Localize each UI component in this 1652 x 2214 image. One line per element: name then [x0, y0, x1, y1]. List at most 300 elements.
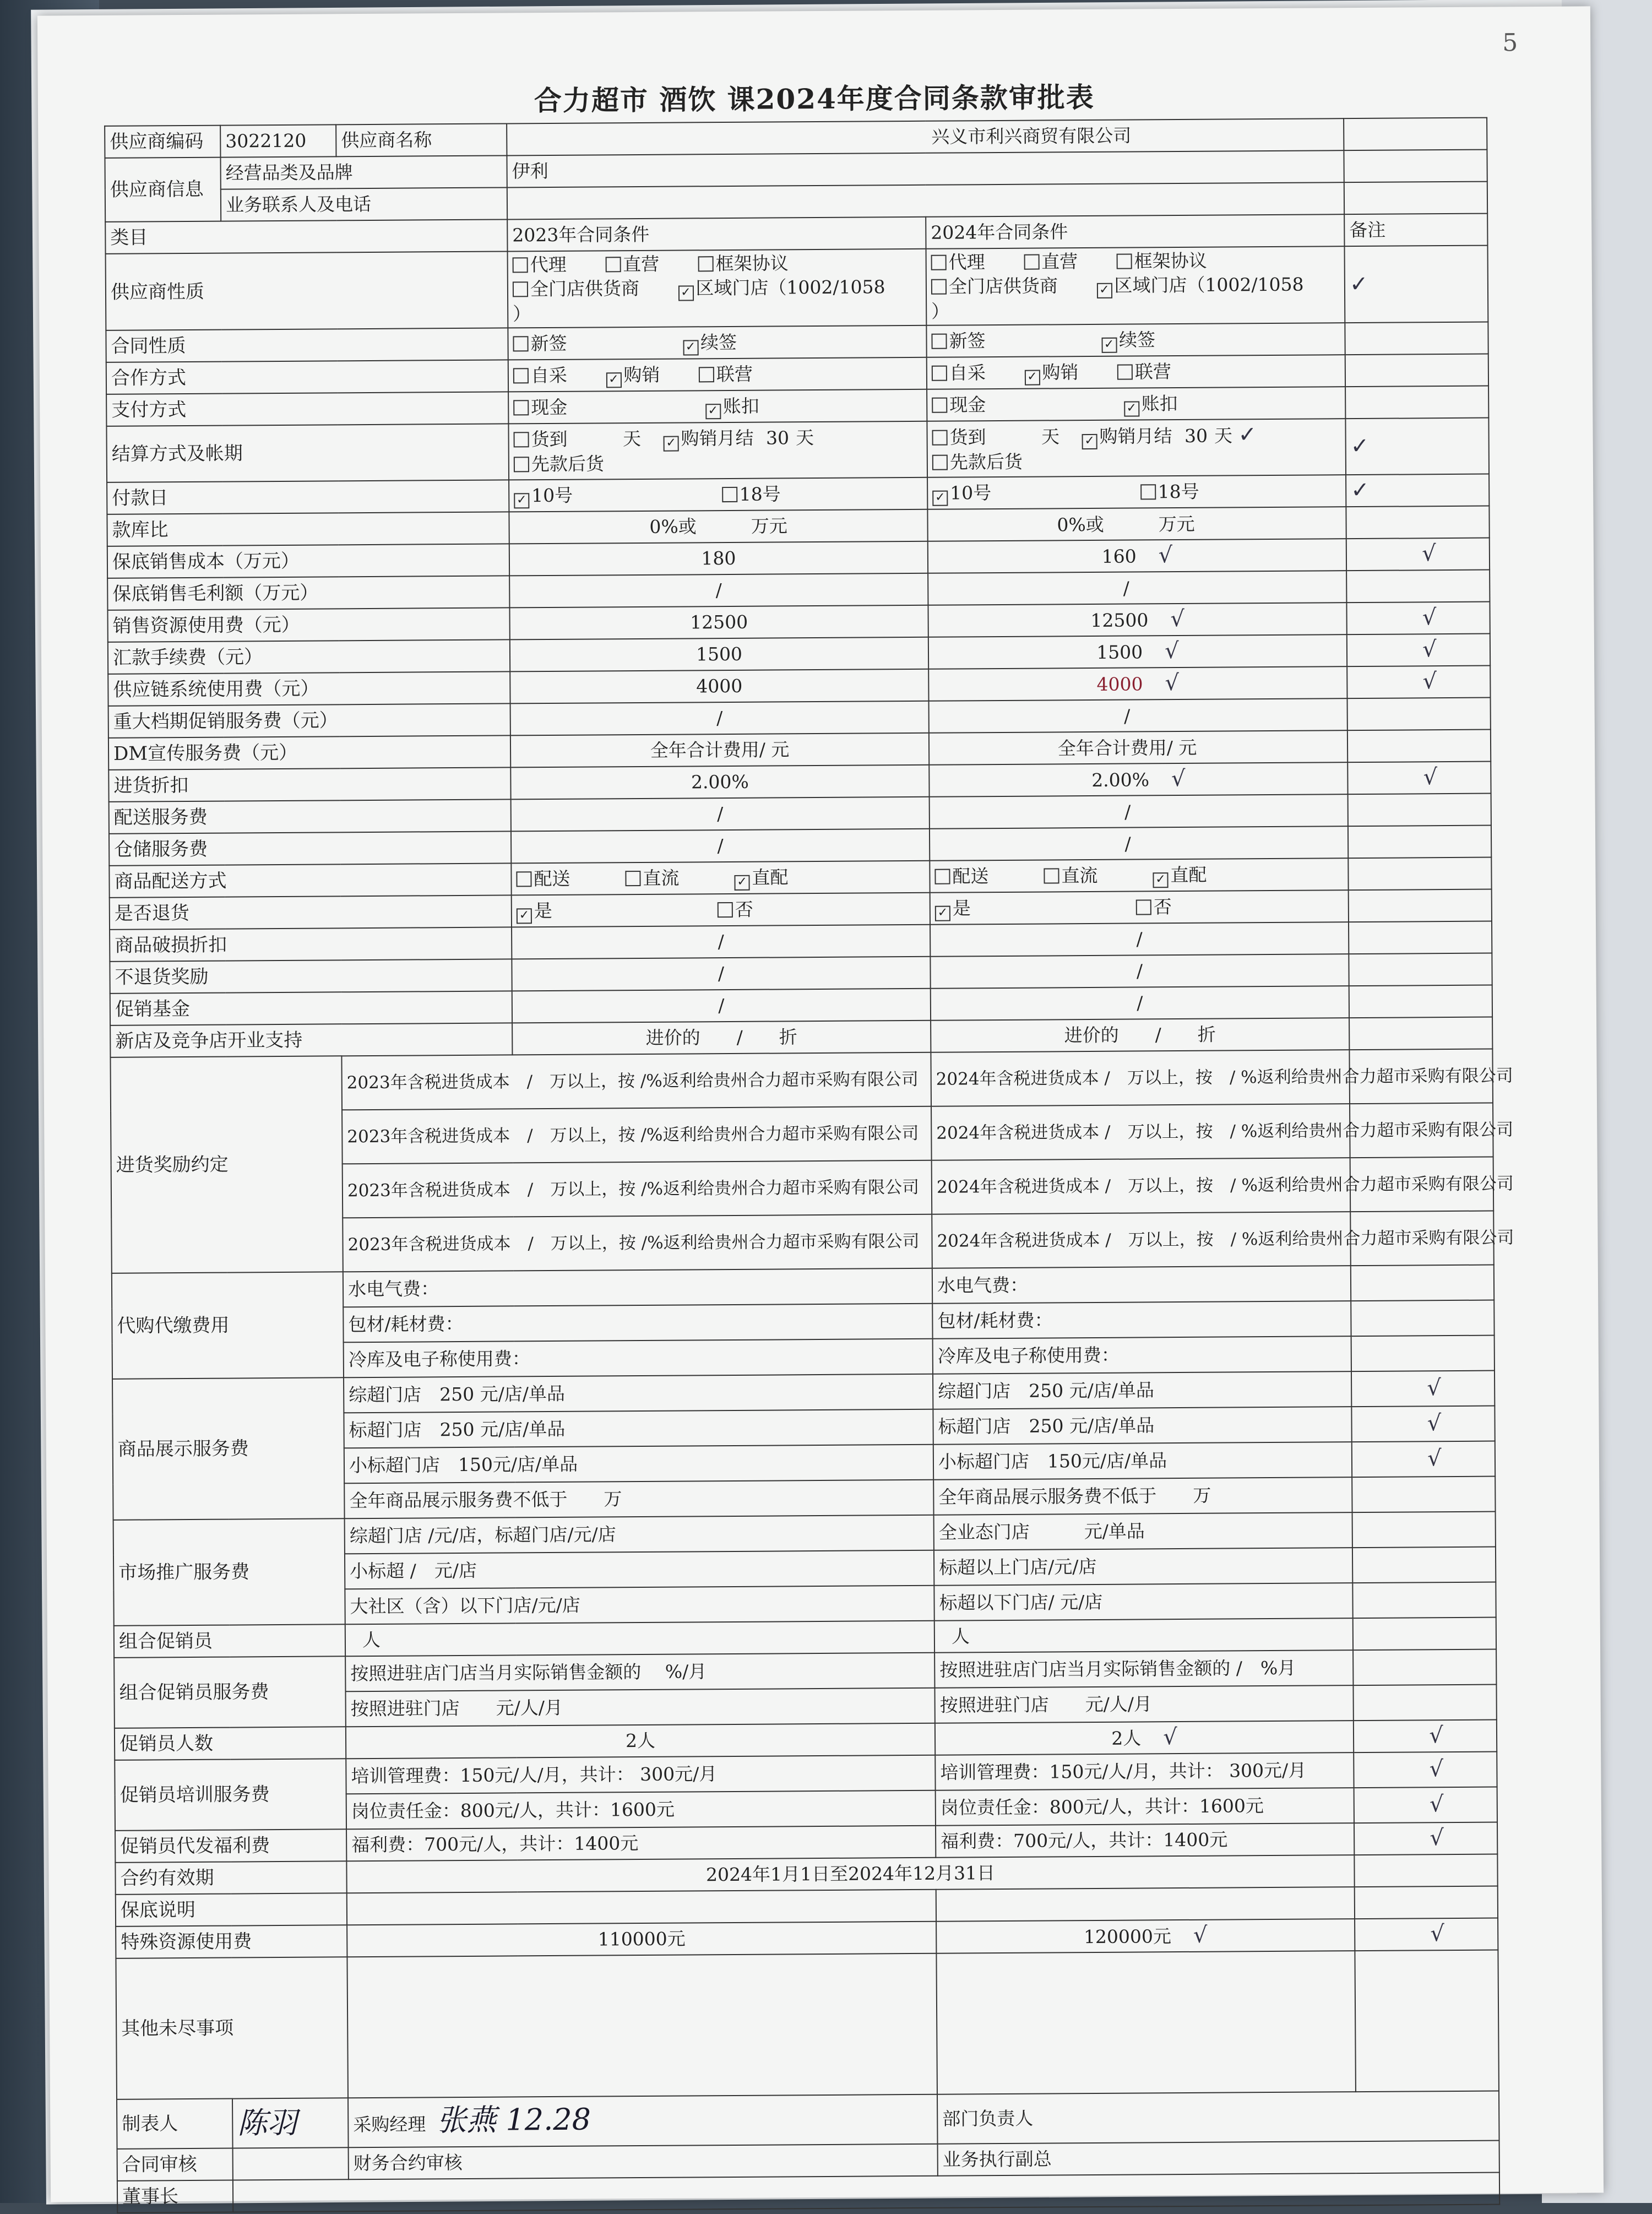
training_fee-2023: 岗位责任金：800元/人，共计：1600元 — [346, 1790, 936, 1830]
contract-nature-2024 — [926, 323, 1345, 357]
checkbox[interactable] — [1044, 868, 1059, 883]
row-label: 仓储服务费 — [109, 831, 511, 865]
checkbox-account[interactable]: ✓ — [1124, 401, 1139, 416]
option-label: 配送 — [534, 867, 570, 889]
delivery-2024 — [930, 858, 1348, 893]
empty-cell — [1345, 354, 1488, 387]
promoter_fee-2024: 按照进驻门店 元/人/月 — [934, 1685, 1353, 1723]
check-mark-icon: √ — [1422, 669, 1437, 694]
checkbox-direct[interactable] — [1024, 254, 1039, 270]
remark-cell — [1354, 1787, 1497, 1824]
option-region-tail: ） — [931, 301, 949, 322]
coop-mode-label: 合作方式 — [106, 360, 508, 394]
category-brand: 伊利 — [507, 150, 1344, 187]
empty-cell — [1348, 858, 1491, 891]
option-agent: 代理 — [530, 254, 567, 275]
option-cod: 货到 — [949, 426, 986, 448]
option-label: 配送 — [952, 865, 988, 887]
row-purchase-reward — [110, 1049, 1493, 1111]
remark-cell — [1351, 1300, 1494, 1337]
checkbox-region[interactable]: ✓ — [1096, 283, 1112, 299]
option-prepay: 先款后货 — [531, 453, 604, 475]
purchase-reward-2023: 2023年含税进货成本 / 万以上，按 /%返利给贵州合力超市采购有限公司 — [343, 1160, 932, 1218]
agency_fee-2023: 冷库及电子称使用费： — [344, 1339, 933, 1378]
marketing_fee-2024: 全业态门店 元/单品 — [934, 1512, 1352, 1550]
remark-cell — [1352, 1477, 1495, 1513]
empty-cell — [1355, 1886, 1498, 1919]
value-2024 — [929, 698, 1347, 733]
check-mark-icon: √ — [1193, 1923, 1208, 1948]
value-2023: / — [511, 797, 930, 832]
supplier-nature-2024 — [926, 246, 1345, 325]
checkbox-all-store[interactable] — [513, 281, 528, 297]
dept-head-label: 部门负责人 — [937, 2091, 1499, 2144]
option-18: 18号 — [740, 483, 781, 504]
row-label: 重大档期促销服务费（元） — [108, 703, 510, 737]
remark-cell — [1346, 506, 1489, 539]
checkbox-18[interactable] — [1140, 484, 1156, 500]
value-2023: 1500 — [510, 637, 928, 672]
option-cash: 现金 — [949, 394, 986, 415]
remark-cell — [1345, 246, 1488, 323]
remark-cell — [1348, 826, 1491, 859]
option-self: 自采 — [949, 362, 986, 383]
checkbox-prepay[interactable] — [514, 457, 529, 472]
option-cash: 现金 — [531, 396, 567, 417]
option-label: 是 — [953, 897, 971, 919]
remark-cell — [1347, 730, 1491, 763]
value-2023: 全年合计费用/ 元 — [510, 733, 929, 768]
option-direct: 直营 — [1041, 251, 1078, 272]
days-unit: 天 — [796, 427, 814, 448]
welfare-fee-2023: 福利费：700元/人，共计：1400元 — [346, 1826, 936, 1862]
check-mark-icon: √ — [1427, 1410, 1442, 1436]
check-mark-icon: ✓ — [1350, 271, 1368, 296]
remark-cell — [1347, 666, 1490, 699]
check-mark-icon: √ — [1423, 764, 1438, 790]
option-all-store: 全门店供货商 — [949, 275, 1058, 297]
remark-cell — [1348, 794, 1491, 827]
row-label: 款库比 — [107, 512, 509, 546]
coop-mode-2024 — [927, 355, 1345, 389]
pay-mode-2024 — [927, 387, 1345, 421]
empty-cell — [1345, 322, 1488, 355]
settlement-label: 结算方式及帐期 — [106, 424, 509, 482]
option-10: 10号 — [531, 484, 573, 506]
remark-cell — [1353, 1685, 1496, 1721]
checkbox-prepay[interactable] — [932, 454, 948, 470]
value-2023: / — [511, 829, 930, 864]
check-mark-icon: √ — [1170, 606, 1184, 632]
checkbox-renew[interactable]: ✓ — [1101, 337, 1117, 352]
remark-cell — [1347, 634, 1490, 667]
empty-cell — [347, 1890, 936, 1925]
option-region: 区域门店（1002/1058 — [1114, 274, 1303, 296]
empty-cell — [347, 1953, 937, 2098]
checkbox[interactable]: ✓ — [935, 905, 950, 921]
remark-cell — [1345, 418, 1489, 475]
form-title: 合力超市 酒饮 课2024年度合同条款审批表 — [38, 72, 1591, 121]
value-2024 — [928, 634, 1347, 669]
approval-table — [104, 117, 1500, 2213]
purchase-reward-2023: 2023年含税进货成本 / 万以上，按 /%返利给贵州合力超市采购有限公司 — [342, 1106, 932, 1164]
checkbox-cod[interactable] — [932, 430, 948, 445]
option-framework: 框架协议 — [1134, 250, 1207, 272]
row-label: 保底销售毛利额（万元） — [107, 576, 509, 610]
option-agent: 代理 — [949, 251, 985, 273]
checkbox-agent[interactable] — [513, 257, 528, 273]
value-2024 — [928, 571, 1346, 605]
check-mark-icon: √ — [1159, 542, 1173, 568]
check-mark-icon: √ — [1163, 1724, 1177, 1750]
value-2024-text: 12500 — [1090, 609, 1148, 631]
display_fee-2023: 小标超门店 150元/店/单品 — [344, 1445, 933, 1484]
remark-cell — [1347, 762, 1491, 795]
category-header: 类目 — [105, 219, 507, 253]
purchase-reward-2023: 2023年含税进货成本 / 万以上，按 /%返利给贵州合力超市采购有限公司 — [343, 1214, 932, 1272]
checkbox[interactable]: ✓ — [517, 908, 532, 924]
value-2023: 180 — [509, 541, 928, 576]
returnable-2023 — [512, 893, 930, 927]
empty-cell — [1345, 386, 1488, 419]
training_fee-2023: 培训管理费：150元/人/月，共计： 300元/月 — [346, 1755, 935, 1794]
purchase-manager-cell — [348, 2094, 938, 2148]
value-2024 — [928, 603, 1346, 637]
delivery-label: 商品配送方式 — [109, 863, 511, 897]
remark-cell — [1354, 1822, 1497, 1855]
value-2023: 0%或 万元 — [509, 509, 927, 544]
value-2024-text: / — [1124, 801, 1131, 823]
check-mark-icon: √ — [1422, 541, 1436, 566]
row-label: 商品破损折扣 — [110, 927, 512, 961]
days-unit: 天 — [623, 427, 641, 449]
year2024-header: 2024年合同条件 — [926, 214, 1344, 249]
purchase-reward-2024: 2024年含税进货成本 / 万以上，按 / %返利给贵州合力超市采购有限公司 — [931, 1050, 1350, 1106]
empty-cell — [1354, 1854, 1497, 1887]
checkbox-10[interactable]: ✓ — [514, 493, 529, 508]
display_fee-label: 商品展示服务费 — [112, 1377, 345, 1520]
remark-cell — [1352, 1441, 1495, 1478]
checkbox-monthly[interactable]: ✓ — [664, 436, 679, 451]
check-mark-icon: √ — [1430, 1825, 1444, 1851]
guarantee-note-label: 保底说明 — [116, 1893, 347, 1927]
empty-cell — [1349, 953, 1492, 986]
pay-day-label: 付款日 — [107, 480, 509, 514]
checkbox-all-store[interactable] — [931, 279, 947, 295]
value-2024-text: / — [1124, 833, 1131, 855]
checkbox[interactable] — [516, 871, 531, 887]
option-monthly: 购销月结 — [1099, 425, 1172, 447]
checkbox-self[interactable] — [513, 368, 529, 383]
days-unit: 天 — [1214, 425, 1232, 446]
checkbox-self[interactable] — [932, 365, 947, 381]
checkbox-joint[interactable] — [699, 367, 714, 382]
value-2024 — [930, 826, 1348, 861]
remark-cell — [1355, 1918, 1498, 1951]
value-2024-text: 全年合计费用/ 元 — [1058, 737, 1197, 759]
value-2024 — [927, 507, 1346, 541]
row-label: 新店及竞争店开业支持 — [110, 1023, 512, 1057]
option-new: 新签 — [530, 332, 567, 354]
option-label: 直流 — [643, 867, 679, 888]
option-self: 自采 — [531, 364, 567, 386]
checkbox-agent[interactable] — [931, 255, 947, 270]
special-fee-2023: 110000元 — [347, 1922, 936, 1957]
welfare-fee-label: 促销员代发福利费 — [115, 1829, 346, 1863]
remark-cell — [1351, 1336, 1495, 1372]
row-settlement — [106, 418, 1489, 482]
empty-cell — [1344, 150, 1487, 183]
option-purchase: 购销 — [1042, 361, 1078, 383]
checkbox-new[interactable] — [931, 333, 947, 349]
option-framework: 框架协议 — [716, 252, 789, 274]
check-mark-icon: √ — [1430, 1792, 1444, 1817]
maker-signature: 陈羽 — [232, 2098, 349, 2148]
promoter-count-label: 促销员人数 — [115, 1727, 346, 1760]
validity-label: 合约有效期 — [115, 1861, 346, 1895]
checkbox-account[interactable]: ✓ — [705, 404, 721, 419]
checkbox-new[interactable] — [513, 336, 528, 351]
value-2024-text: 4000 — [1096, 673, 1143, 695]
option-new: 新签 — [949, 330, 985, 351]
display_fee-2024: 标超门店 250 元/店/单品 — [933, 1407, 1351, 1445]
option-label: 直流 — [1061, 864, 1097, 886]
checkbox[interactable] — [1136, 899, 1151, 915]
remark-cell — [1346, 538, 1490, 571]
display_fee-2023: 综超门店 250 元/店/单品 — [344, 1374, 933, 1413]
days-unit: 天 — [1041, 426, 1059, 447]
promoters-2023: 人 — [345, 1621, 934, 1657]
marketing_fee-2024: 标超以下门店/ 元/店 — [934, 1583, 1352, 1621]
check-mark-icon: √ — [1171, 766, 1186, 791]
contract-review-label: 合同审核 — [117, 2148, 233, 2181]
chairman-label: 董事长 — [117, 2180, 233, 2213]
option-joint: 联营 — [716, 363, 753, 384]
pay-mode-2023 — [508, 389, 927, 424]
display_fee-2024: 综超门店 250 元/店/单品 — [933, 1371, 1351, 1409]
value-2024 — [929, 730, 1347, 765]
special-fee-label: 特殊资源使用费 — [116, 1925, 347, 1958]
promoter-count-2023: 2人 — [346, 1723, 935, 1759]
checkbox-framework[interactable] — [698, 256, 714, 272]
checkbox-direct[interactable] — [605, 257, 621, 272]
check-mark-icon: √ — [1427, 1375, 1441, 1401]
value-2023: 12500 — [509, 605, 928, 640]
pay-day-2023 — [509, 477, 927, 512]
check-mark-icon: √ — [1430, 1921, 1444, 1946]
option-joint: 联营 — [1135, 361, 1171, 382]
purchase-manager-signature: 张燕 12.28 — [437, 2102, 591, 2137]
check-mark-icon: √ — [1165, 638, 1179, 664]
option-label: 否 — [735, 898, 753, 920]
agency_fee-label: 代购代缴费用 — [112, 1272, 344, 1379]
remark-cell — [1346, 474, 1489, 507]
supplier-code: 3022120 — [220, 124, 336, 157]
checkbox[interactable] — [934, 869, 950, 884]
year2023-header: 2023年合同条件 — [507, 217, 926, 252]
agency_fee-2023: 包材/耗材费： — [343, 1304, 932, 1343]
remark-cell — [1352, 1582, 1496, 1619]
value-2024: / — [931, 986, 1349, 1021]
returnable-label: 是否退货 — [110, 895, 512, 929]
value-2023: / — [512, 989, 931, 1023]
promoter_fee-2023: 按照进驻门店 元/人/月 — [345, 1688, 934, 1727]
checkbox-joint[interactable] — [1117, 364, 1133, 379]
value-2024-text: 0%或 万元 — [1057, 513, 1195, 536]
checkbox[interactable]: ✓ — [734, 875, 749, 890]
value-2023: 进价的 / 折 — [512, 1021, 931, 1055]
remark-cell — [1346, 602, 1490, 635]
supplier-nature-2023 — [508, 249, 927, 328]
row-label: 配送服务费 — [109, 799, 511, 833]
pay-mode-label: 支付方式 — [106, 392, 508, 426]
checkbox[interactable] — [718, 902, 733, 917]
option-cod: 货到 — [531, 428, 567, 449]
empty-cell — [936, 1951, 1356, 2094]
option-region: 区域门店（1002/1058 — [695, 276, 885, 299]
check-mark-icon: √ — [1427, 1446, 1442, 1471]
check-mark-icon: ✓ — [1351, 477, 1370, 503]
marketing_fee-2023: 综超门店 /元/店，标超门店/元/店 — [345, 1515, 934, 1554]
maker-label: 制表人 — [117, 2099, 233, 2149]
value-2023: / — [512, 925, 930, 959]
finance-review-label: 财务合约审核 — [349, 2144, 938, 2180]
empty-cell — [936, 1887, 1355, 1922]
remark-cell — [1351, 1371, 1495, 1407]
marketing_fee-2024: 标超以上门店/元/店 — [934, 1548, 1352, 1586]
marketing_fee-label: 市场推广服务费 — [113, 1518, 345, 1626]
value-2023: 2.00% — [510, 765, 929, 800]
option-region-tail: ） — [513, 303, 531, 324]
contract-nature-label: 合同性质 — [106, 328, 508, 362]
purchase-reward-2023: 2023年含税进货成本 / 万以上，按 /%返利给贵州合力超市采购有限公司 — [341, 1052, 931, 1110]
value-2024 — [929, 762, 1347, 797]
empty-cell — [233, 2147, 349, 2180]
check-mark-icon: √ — [1165, 670, 1179, 696]
option-10: 10号 — [950, 482, 991, 503]
purchase-reward-2024: 2024年含税进货成本 / 万以上，按 / %返利给贵州合力超市采购有限公司 — [932, 1212, 1351, 1268]
checkbox-region[interactable]: ✓ — [678, 285, 693, 301]
coop-mode-2023 — [508, 357, 927, 392]
checkbox-framework[interactable] — [1117, 254, 1132, 269]
value-2024: / — [930, 922, 1349, 957]
row-label: 进货折扣 — [108, 767, 510, 801]
value-2024: / — [930, 954, 1349, 989]
purchase-manager-label: 采购经理 — [353, 2113, 426, 2135]
checkbox-cash[interactable] — [932, 397, 947, 413]
empty-cell — [1349, 985, 1492, 1018]
option-account: 账扣 — [723, 395, 759, 416]
monthly-days: 30 — [766, 427, 789, 448]
value-2024-text: 160 — [1102, 545, 1137, 567]
remark-header: 备注 — [1344, 214, 1487, 247]
remark-cell — [1352, 1547, 1496, 1583]
checkbox-purchase[interactable]: ✓ — [1024, 370, 1040, 385]
value-2024 — [930, 794, 1348, 829]
remark-cell — [1351, 1265, 1494, 1301]
checkbox-10[interactable]: ✓ — [932, 490, 948, 506]
contact — [507, 182, 1344, 219]
value-2023: / — [509, 573, 928, 608]
agency_fee-2023: 水电气费： — [343, 1268, 932, 1307]
remark-cell — [1346, 570, 1490, 603]
other-label: 其他未尽事项 — [116, 1957, 348, 2099]
option-label: 是 — [534, 899, 552, 921]
value-2023: 4000 — [510, 669, 928, 704]
agency_fee-2024: 冷库及电子称使用费： — [933, 1336, 1351, 1374]
option-18: 18号 — [1158, 480, 1199, 502]
option-monthly: 购销月结 — [681, 427, 753, 449]
empty-cell — [1355, 1950, 1499, 2092]
value-2023: / — [512, 957, 930, 991]
agency_fee-2024: 水电气费： — [932, 1266, 1351, 1304]
training_fee-2024: 岗位责任金：800元/人，共计：1600元 — [936, 1788, 1354, 1826]
remark-cell — [1354, 1720, 1497, 1753]
promoter_fee-label: 组合促销员服务费 — [114, 1656, 346, 1728]
check-mark-icon: √ — [1422, 637, 1437, 662]
checkbox-renew[interactable]: ✓ — [683, 340, 698, 355]
settlement-2023 — [508, 421, 927, 480]
page-number: 5 — [1502, 29, 1518, 57]
row-label: 不退货奖励 — [110, 959, 512, 993]
checkbox-purchase[interactable]: ✓ — [606, 372, 621, 388]
check-mark-icon: √ — [1430, 1756, 1444, 1782]
checkbox-cod[interactable] — [514, 432, 529, 447]
display_fee-2023: 全年商品展示服务费不低于 万 — [344, 1480, 933, 1519]
checkbox[interactable]: ✓ — [1153, 872, 1168, 888]
option-prepay: 先款后货 — [950, 451, 1023, 473]
value-2024 — [928, 666, 1347, 701]
approval-form-sheet — [37, 6, 1604, 2202]
purchase-reward-2024: 2024年含税进货成本 / 万以上，按 / %返利给贵州合力超市采购有限公司 — [932, 1158, 1351, 1214]
remark-cell — [1352, 1512, 1496, 1548]
row-label: 销售资源使用费（元） — [107, 607, 509, 642]
empty-cell — [1353, 1618, 1496, 1651]
option-label: 直配 — [1170, 864, 1207, 885]
row-label: 保底销售成本（万元） — [107, 544, 509, 578]
row-other — [116, 1950, 1499, 2099]
option-purchase: 购销 — [623, 363, 660, 385]
checkbox-18[interactable] — [722, 486, 737, 502]
supplier-name: 兴义市利兴商贸有限公司 — [507, 118, 1344, 155]
promoter_fee-2024: 按照进驻店门店当月实际销售金额的 / %月 — [934, 1650, 1353, 1688]
settlement-2024 — [927, 419, 1346, 477]
promoter_fee-2023: 按照进驻店门店当月实际销售金额的 %/月 — [345, 1653, 934, 1692]
check-mark-icon: √ — [1422, 605, 1437, 630]
purchase-reward-2024: 2024年含税进货成本 / 万以上，按 / %返利给贵州合力超市采购有限公司 — [931, 1104, 1350, 1160]
supplier-info-label: 供应商信息 — [105, 158, 221, 222]
value-2024 — [928, 539, 1346, 573]
contract-nature-2023 — [508, 325, 926, 360]
value-2024: 进价的 / 折 — [931, 1018, 1349, 1052]
check-mark-icon: √ — [1429, 1723, 1443, 1748]
option-renew: 续签 — [1119, 329, 1155, 350]
row-label: 供应链系统使用费（元） — [108, 671, 510, 706]
delivery-2023 — [511, 861, 930, 896]
option-label: 否 — [1154, 896, 1172, 918]
display_fee-2024: 小标超门店 150元/店/单品 — [933, 1442, 1352, 1480]
option-all-store: 全门店供货商 — [530, 278, 639, 300]
option-renew: 续签 — [700, 331, 737, 352]
checkbox-monthly[interactable]: ✓ — [1082, 433, 1097, 449]
check-mark-icon: ✓ — [1238, 422, 1257, 447]
checkbox-cash[interactable] — [513, 400, 529, 415]
remark-cell — [1347, 698, 1491, 731]
training_fee-2024: 培训管理费：150元/人/月，共计： 300元/月 — [935, 1752, 1354, 1790]
checkbox[interactable] — [625, 870, 640, 886]
empty-cell — [1349, 889, 1492, 922]
remark-cell — [1351, 1406, 1495, 1442]
